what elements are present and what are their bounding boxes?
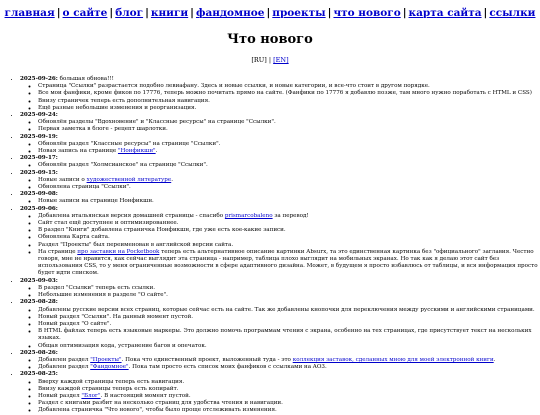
entry-date: 2025-09-03: [20,277,58,284]
inline-link[interactable]: "Нонфикшн" [117,148,156,155]
changelog-item: ◦ Добавлен раздел "Фандомное". Пока там просто есть список моих фанфиков с ссылками на AO3. [38,364,540,371]
nav-separator: | [190,7,194,19]
changelog-item: ◦ Раздел с книгами разбит на несколько страниц для удобства чтения и навигации. [38,400,540,407]
entry-date: 2025-09-08: [20,191,58,198]
language-link-en[interactable]: [EN] [273,56,289,64]
nav-separator: | [145,7,149,19]
entry-date: 2025-09-24: [20,112,58,119]
nav-link[interactable]: проекты [272,7,326,19]
changelog-item: ◦ Раздел "Проекты" был переименован в английской версии сайта. [38,242,540,249]
changelog-entry [20,76,540,112]
changelog-item: ◦ Добавлен раздел "Проекты". Пока что единственный проект, выложенный туда - это коллекция заставок, сделанных мною для моей электронной книги. [38,357,540,364]
changelog-list [0,76,540,415]
nav-separator: | [483,7,488,19]
entry-date: 2025-09-06: [20,205,58,212]
changelog-item: ◦ Небольшие изменения в разделе "О сайте". [38,292,540,299]
entry-date: 2025-08-25: [20,371,58,378]
language-switcher [0,56,540,64]
nav-link[interactable]: что нового [333,7,401,19]
changelog-item: ◦ Обновлён разделы "Вдохновение" и "Классные ресурсы" на странице "Ссылки". [38,119,540,126]
nav-separator: | [56,7,61,19]
changelog-entry [20,350,540,372]
nav-separator: | [109,7,114,19]
changelog-item: ◦ Все мои фанфики, кроме фиков по 17776, теперь можно почитать прямо на сайте. (Фанфики по 17776 я добавлю позже, там много нужно поработать с HTML и CSS) [38,90,540,97]
inline-link[interactable]: prismarcobaleno [224,212,273,219]
inline-link[interactable]: коллекция заставок, сделанных мною для моей электронной книги [292,356,494,363]
entry-date: 2025-09-17: [20,155,58,162]
changelog-item: ◦ Обновлена страница "Ссылки". [38,184,540,191]
changelog-item: ◦ Добавлена страничка "Что нового", чтобы было проще отслеживать изменения. [38,407,540,414]
changelog-entry [20,299,540,349]
changelog-item: ◦ Новая запись на странице "Нонфикшн". [38,148,540,155]
changelog-item: ◦ В раздел "Книги" добавлена страничка Нонфикшн, где уже есть кое-какие записи. [38,227,540,234]
inline-link[interactable]: "Фандомное" [90,364,129,371]
changelog-item: ◦ Новые записи о художественной литературе. [38,177,540,184]
changelog-item: ◦ Страница "Ссылки" разрастается подобно левиафану. Здесь и новые ссылки, и новые категории, и все-что стоит в другом порядке. [38,83,540,90]
changelog-item: ◦ Внизу каждой страницы теперь есть копирайт. [38,386,540,393]
language-current-ru: [RU] | [251,56,272,64]
changelog-entry [20,134,540,156]
changelog-entry [20,191,540,205]
inline-link[interactable]: "Блог" [81,392,101,399]
entry-date: 2025-08-26: [20,349,58,356]
changelog-item: ◦ Ещё разные небольшие изменения и реорганизация. [38,105,540,112]
inline-link[interactable]: "Проекты" [90,356,122,363]
changelog-item: ◦ Добавлены русские версии всех страниц, которые сейчас есть на сайте. Так же добавлены кнопочки для переключения между русскими и английскими страницами. [38,307,540,314]
nav-separator: | [327,7,332,19]
changelog-item: ◦ Новый раздел "Блог". В настоящий момент пустой. [38,393,540,400]
changelog-item: ◦ Добавлена итальянская версия домашней страницы - спасибо prismarcobaleno за перевод! [38,213,540,220]
entry-note: большая обнова!!! [57,76,114,82]
changelog-item: ◦ Новые записи на странице Нонфикшн. [38,198,540,205]
changelog-item: ◦ В раздел "Ссылки" теперь есть ссылки. [38,285,540,292]
changelog-entry [20,206,540,278]
changelog-entry [20,170,540,192]
changelog-entry [20,112,540,134]
entry-date: 2025-09-15: [20,169,58,176]
page-title: Что нового [227,32,313,47]
nav-link[interactable]: фандомное [196,7,265,19]
changelog-entry [20,371,540,414]
inline-link[interactable]: художественной литературе [86,176,172,183]
changelog-item: ◦ В HTML файлах теперь есть языковые маркеры. Это должно помочь программам чтения с экрана, особенно на тех страницах, где присутствует текст на нескольких языках. [38,328,540,342]
nav-link[interactable]: карта сайта [408,7,482,19]
changelog-item: ◦ Общая оптимизация кода, устранение багов и опечаток. [38,343,540,350]
entry-date: 2025-09-26: [20,76,58,82]
changelog-item: ◦ Обновлён раздел "Классные ресурсы" на странице "Ссылки". [38,141,540,148]
inline-link[interactable]: про заставки на Pocketbook [77,248,160,255]
changelog-item: ◦ Первая заметка в блоге - рецепт шарлотки. [38,126,540,133]
changelog-item: ◦ Новый раздел "О сайте". [38,321,540,328]
nav-separator: | [266,7,271,19]
top-navigation [0,0,540,19]
changelog-entry [20,278,540,300]
nav-link[interactable]: о сайте [62,7,108,19]
changelog-item: ◦ Новый раздел "Ссылки". На данный момент пустой. [38,314,540,321]
changelog-entry [20,155,540,169]
entry-date: 2025-09-19: [20,133,58,140]
changelog-item: ◦ Вверху каждой страницы теперь есть навигация. [38,379,540,386]
changelog-item: ◦ На странице про заставки на Pocketbook теперь есть альтернативное описание картинки Absurx, та это единственная картинка без "официального" заглавия. Честно говоря, мне не нравится, как сейчас выглядит эта страница - например, таблица плохо выглядит на мобильных экранах. Но так как я делаю этот сайт без использования CSS, то у меня ограниченные возможности в сфере адаптивного дизайна. Может, в будущем я просто избавлюсь от таблицы, и вся информация просто будет идти списком. [38,249,540,278]
changelog-item: ◦ Внизу страничек теперь есть дополнительная навигация. [38,98,540,105]
changelog-item: ◦ Обновлена Карта сайта. [38,234,540,241]
nav-link[interactable]: книги [150,7,189,19]
entry-date: 2025-08-28: [20,299,58,306]
nav-link[interactable]: главная [4,7,55,19]
nav-link[interactable]: блог [115,7,144,19]
nav-separator: | [402,7,407,19]
nav-link[interactable]: ссылки [489,7,536,19]
changelog-item: ◦ Сайт стал ещё доступнее и оптимизированнее. [38,220,540,227]
changelog-item: ◦ Обновлён раздел "Холмсианское" на странице "Ссылки". [38,162,540,169]
